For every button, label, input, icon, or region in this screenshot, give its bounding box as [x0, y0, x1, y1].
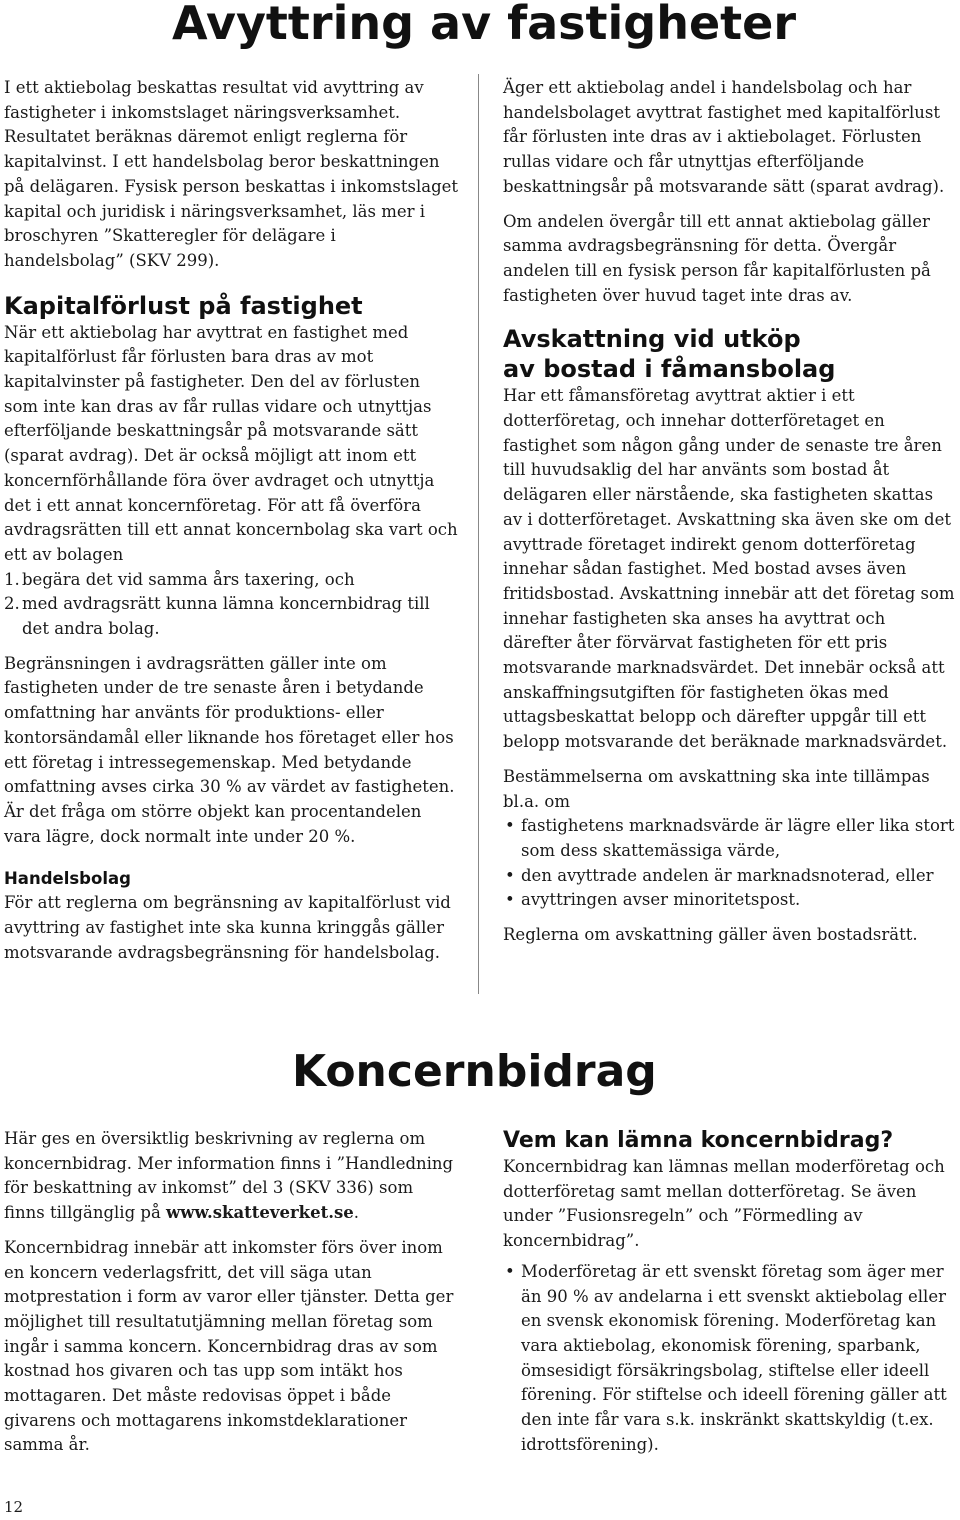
heading-kapitalforlust: Kapitalförlust på fastighet: [4, 291, 363, 320]
bostadsratt-paragraph: Reglerna om avskattning gäller även bostadsrätt.: [503, 925, 918, 945]
intro-text: Här ges en översiktlig beskrivning av reglerna om koncernbidrag. Mer information finns i ”Handledning för beskattning av inkomst” del 3 (SKV 336) som finns tillgänglig på: [4, 1129, 454, 1223]
andel-handelsbolag-paragraph: Äger ett aktiebolag andel i handelsbolag och har handelsbolaget avyttrat fastighet med kapitalförlust får förlusten inte dras av i aktiebolaget. Förlusten rullas vidare och får utnyttjas efterföljande beskattningsår på motsvarande sätt (sparat avdrag).: [503, 78, 945, 196]
left-column-avyttring: [4, 76, 459, 976]
avskattning-paragraph: Har ett fåmansföretag avyttrat aktier i ett dotterföretag, och innehar dotterföretaget en fastighet som någon gång under de senaste tre åren till huvudsaklig del har använts som bostad åt delägaren eller närstående, ska fastigheten skattas av i dotterföretaget. Avskattning ska även ske om det avyttrade företaget indirekt genom dotterföretag innehar sådan fastighet. Med bostad avses även fritidsbostad. Avskattning innebär att det företag som innehar fastigheten ska anses ha avyttrat och därefter åter förvärvat fastigheten för ett pris motsvarande marknadsvärdet. Det innebär också att anskaffningsutgiften för fastigheten ökas med uttagsbeskattat belopp och därefter uppgår till ett belopp motsvarande det beräknade marknadsvärdet.: [503, 386, 955, 752]
list-number: 1.: [4, 569, 20, 589]
left-column-koncernbidrag: [4, 1127, 459, 1468]
list-text: begära det vid samma års taxering, och: [22, 569, 355, 589]
koncernbidrag-definition-paragraph: Koncernbidrag innebär att inkomster förs över inom en koncern vederlagsfritt, det vill säga utan motprestation i form av varor eller tjänster. Detta ger möjlighet till resultatutjämning mellan företag som ingår i samma koncern. Koncernbidrag dras av som kostnad hos givaren och tas upp som intäkt hos mottagaren. Det måste redovisas öppet i både givarens och mottagarens inkomstdeklarationer samma år.: [4, 1237, 454, 1455]
intro-paragraph: I ett aktiebolag beskattas resultat vid avyttring av fastigheter i inkomstslaget näringsverksamhet. Resultatet beräknas däremot enligt reglerna för kapitalvinst. I ett handelsbolag beror beskattningen på delägaren. Fysisk person beskattas i inkomstslaget kapital och juridisk i näringsverksamhet, läs mer i broschyren ”Skatteregler för delägare i handelsbolag” (SKV 299).: [4, 78, 459, 270]
heading-line: Avskattning vid utköp: [503, 325, 801, 354]
kapitalforlust-paragraph: När ett aktiebolag har avyttrat en fastighet med kapitalförlust får förlusten bara dras av mot kapitalvinster på fastigheter. Den del av förlusten som inte kan dras av får rullas vidare och utnyttjas efterföljande beskattningsår på motsvarande sätt (sparat avdrag). Det är också möjligt att inom ett koncernförhållande föra över avdraget och utnyttja det i ett annat koncernföretag. För att få överföra avdragsrätten till ett annat koncernbolag ska vart och ett av bolagen: [4, 322, 458, 564]
heading-avskattning: [503, 324, 955, 384]
overgang-paragraph: Om andelen övergår till ett annat aktiebolag gäller samma avdragsbegränsning för detta. Övergår andelen till en fysisk person får kapitalförlusten på fastigheten över huvud taget inte dras av.: [503, 211, 931, 305]
begransning-paragraph: Begränsningen i avdragsrätten gäller inte om fastigheten under de tre senaste åren i betydande omfattning har använts för produktions- eller kontorsändamål eller liknande hos företaget eller hos ett företag i intressegemenskap. Med betydande omfattning avses cirka 30 % av värdet av fastigheten. Är det fråga om större objekt kan procentandelen vara lägre, dock normalt inte under 20 %.: [4, 653, 455, 846]
list-item: [4, 592, 459, 641]
handelsbolag-paragraph: För att reglerna om begränsning av kapitalförlust vid avyttring av fastighet inte ska kunna kringgås gäller motsvarande avdragsbegränsning för handelsbolag.: [4, 893, 451, 962]
numbered-list: [4, 568, 459, 642]
heading-line: av bostad i fåmansbolag: [503, 355, 836, 384]
koncernbidrag-intro-paragraph: [4, 1127, 459, 1226]
intro-text-end: .: [353, 1203, 359, 1223]
bullet-list: [503, 814, 955, 913]
heading-vem-kan-lamna: Vem kan lämna koncernbidrag?: [503, 1128, 894, 1153]
right-column-koncernbidrag: [503, 1127, 958, 1467]
list-item: • den avyttrade andelen är marknadsnoterad, eller: [503, 864, 955, 889]
list-number: 2.: [4, 594, 20, 614]
list-item: • fastighetens marknadsvärde är lägre eller lika stort som dess skattemässiga värde,: [503, 814, 955, 863]
list-item: • Moderföretag är ett svenskt företag som äger mer än 90 % av andelarna i ett svenskt aktiebolag eller en svensk ekonomisk förening. Moderföretag kan vara aktiebolag, ekonomisk förening, sparbank, ömsesidigt försäkringsbolag, stiftelse eller ideell förening. För stiftelse och ideell förening gäller att den inte får vara s.k. inskränkt skattskyldig (t.ex. idrottsförening).: [503, 1260, 958, 1458]
bestammelser-paragraph: Bestämmelserna om avskattning ska inte tillämpas bl.a. om: [503, 766, 930, 811]
page-title-koncernbidrag: Koncernbidrag: [292, 1046, 657, 1097]
vem-kan-lamna-paragraph: Koncernbidrag kan lämnas mellan moderföretag och dotterföretag samt mellan dotterföretag. Se även under ”Fusionsregeln” och ”Förmedling av koncernbidrag”.: [503, 1157, 945, 1251]
skatteverket-link[interactable]: www.skatteverket.se: [166, 1203, 354, 1223]
right-column-avyttring: [503, 76, 955, 958]
bullet-list: [503, 1260, 958, 1458]
page-number: 12: [4, 1498, 24, 1516]
page-title-avyttring: Avyttring av fastigheter: [172, 0, 797, 50]
list-item: • avyttringen avser minoritetspost.: [503, 888, 955, 913]
column-divider: [478, 74, 479, 994]
heading-handelsbolag: Handelsbolag: [4, 869, 131, 889]
list-text: med avdragsrätt kunna lämna koncernbidrag till det andra bolag.: [22, 594, 430, 639]
list-item: [4, 568, 459, 593]
